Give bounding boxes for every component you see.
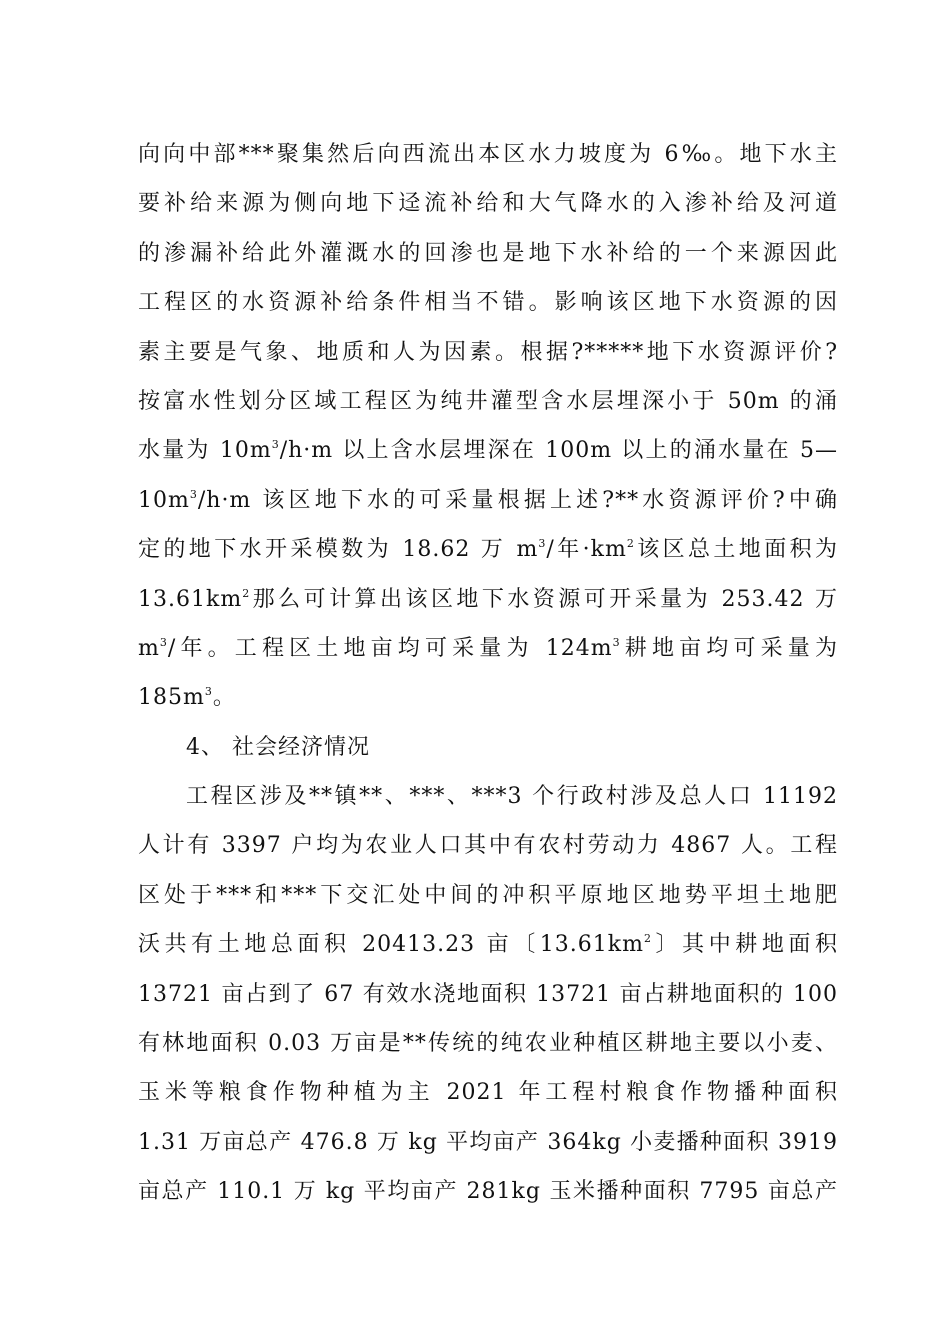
text-line: 13721 亩占到了 67 有效水浇地面积 13721 亩占耕地面积的 100 — [138, 981, 838, 1007]
text-line: 要补给来源为侧向地下迳流补给和大气降水的入渗补给及河道 — [138, 191, 838, 217]
text-line: 按富水性划分区域工程区为纯井灌型含水层埋深小于 50m 的涌 — [138, 388, 838, 414]
text-line: 工程区涉及**镇**、***、***3 个行政村涉及总人口 11192 — [186, 784, 838, 810]
text-line: 水量为 $10m^3/h\cdot m$ 以上含水层埋深在 100m 以上的涌水量在 5— — [138, 438, 838, 464]
text-line: 向向中部***聚集然后向西流出本区水力坡度为 6‰。地下水主 — [138, 142, 838, 167]
text-line: $m^3/$年。工程区土地亩均可采量为 $124m^3$耕地亩均可采量为 — [138, 635, 838, 661]
text-line: 亩总产 110.1 万 kg 平均亩产 281kg 玉米播种面积 7795 亩总产 — [138, 1179, 838, 1205]
text-line: 定的地下水开采模数为 18.62 万 $m^3/$年$\cdot km^2$该区总土地面积为 — [138, 537, 838, 563]
text-line: 区处于***和***下交汇处中间的冲积平原地区地势平坦土地肥 — [138, 882, 838, 908]
text-line: 素主要是气象、地质和人为因素。根据?*****地下水资源评价? — [138, 339, 838, 365]
section-heading: 4、 社会经济情况 — [186, 734, 370, 760]
text-line: 的渗漏补给此外灌溉水的回渗也是地下水补给的一个来源因此 — [138, 240, 838, 266]
text-line: 1.31 万亩总产 476.8 万 kg 平均亩产 364kg 小麦播种面积 3919 — [138, 1129, 838, 1155]
text-line: 有林地面积 0.03 万亩是**传统的纯农业种植区耕地主要以小麦、 — [138, 1031, 838, 1057]
text-line: 工程区的水资源补给条件相当不错。影响该区地下水资源的因 — [138, 290, 838, 316]
text-line: $13.61km^2$那么可计算出该区地下水资源可开采量为 253.42 万 — [138, 586, 838, 612]
text-line: 玉米等粮食作物种植为主 2021 年工程村粮食作物播种面积 — [138, 1080, 838, 1106]
text-line: $10m^3/h\cdot m$ 该区地下水的可采量根据上述?**水资源评价?中确 — [138, 487, 838, 513]
text-line: $185m^3$。 — [138, 685, 236, 711]
text-line: 人计有 3397 户均为农业人口其中有农村劳动力 4867 人。工程 — [138, 833, 838, 859]
document-body — [138, 130, 838, 1217]
text-line: 沃共有土地总面积 20413.23 亩〔$13.61km^2$〕其中耕地面积 — [138, 932, 838, 958]
